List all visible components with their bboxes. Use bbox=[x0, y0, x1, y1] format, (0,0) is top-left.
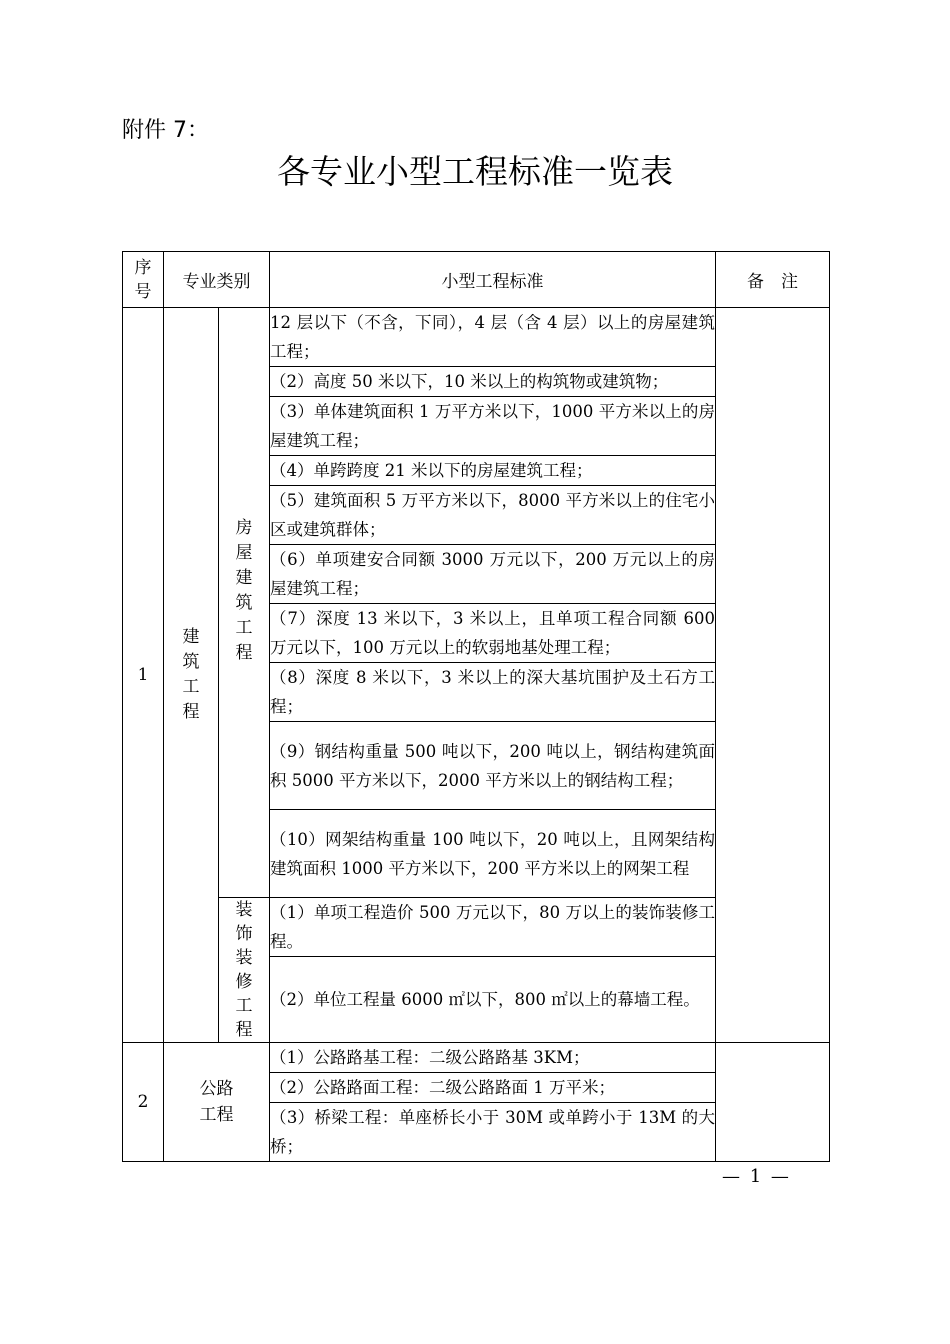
standard-cell: （3）桥梁工程：单座桥长小于 30M 或单跨小于 13M 的大桥； bbox=[270, 1103, 716, 1162]
category-cell: 建筑工程 bbox=[164, 308, 219, 1043]
header-standard: 小型工程标准 bbox=[270, 252, 716, 308]
standard-cell: （3）单体建筑面积 1 万平方米以下，1000 平方米以上的房屋建筑工程； bbox=[270, 397, 716, 456]
standard-cell: （1）公路路基工程：二级公路路基 3KM； bbox=[270, 1043, 716, 1073]
table-header-row bbox=[123, 252, 830, 308]
standard-cell: （1）单项工程造价 500 万元以下，80 万以上的装饰装修工程。 bbox=[270, 898, 716, 957]
subcategory-cell: 装饰装修工程 bbox=[219, 898, 270, 1043]
standard-cell: （7）深度 13 米以下，3 米以上，且单项工程合同额 600 万元以下，100 万元以上的软弱地基处理工程； bbox=[270, 604, 716, 663]
header-seq: 序号 bbox=[123, 252, 164, 308]
standard-cell: （6）单项建安合同额 3000 万元以下，200 万元以上的房屋建筑工程； bbox=[270, 545, 716, 604]
table-row bbox=[123, 308, 830, 367]
attachment-label: 附件 7： bbox=[122, 118, 209, 143]
header-category: 专业类别 bbox=[164, 252, 270, 308]
standard-cell: （10）网架结构重量 100 吨以下，20 吨以上，且网架结构建筑面积 1000 平方米以下，200 平方米以上的网架工程 bbox=[270, 810, 716, 898]
standard-cell: 12 层以下（不含，下同），4 层（含 4 层）以上的房屋建筑工程； bbox=[270, 308, 716, 367]
standard-cell: （5）建筑面积 5 万平方米以下，8000 平方米以上的住宅小区或建筑群体； bbox=[270, 486, 716, 545]
header-remarks: 备 注 bbox=[716, 252, 830, 308]
page-number: — 1 — bbox=[722, 1166, 791, 1187]
standards-table bbox=[122, 251, 830, 1162]
standard-cell: （2）公路路面工程：二级公路路面 1 万平米； bbox=[270, 1073, 716, 1103]
standard-cell: （2）单位工程量 6000 ㎡以下，800 ㎡以上的幕墙工程。 bbox=[270, 957, 716, 1043]
remarks-cell bbox=[716, 308, 830, 1043]
category-cell: 公路工程 bbox=[164, 1043, 270, 1162]
subcategory-cell: 房屋建筑工程 bbox=[219, 308, 270, 898]
standard-cell: （8）深度 8 米以下，3 米以上的深大基坑围护及土石方工程； bbox=[270, 663, 716, 722]
document-title: 各专业小型工程标准一览表 bbox=[277, 152, 673, 191]
table-row bbox=[123, 1043, 830, 1073]
row-seq: 2 bbox=[123, 1043, 164, 1162]
standard-cell: （9）钢结构重量 500 吨以下，200 吨以上，钢结构建筑面积 5000 平方米以下，2000 平方米以上的钢结构工程； bbox=[270, 722, 716, 810]
row-seq: 1 bbox=[123, 308, 164, 1043]
standard-cell: （4）单跨跨度 21 米以下的房屋建筑工程； bbox=[270, 456, 716, 486]
remarks-cell bbox=[716, 1043, 830, 1162]
standard-cell: （2）高度 50 米以下，10 米以上的构筑物或建筑物； bbox=[270, 367, 716, 397]
